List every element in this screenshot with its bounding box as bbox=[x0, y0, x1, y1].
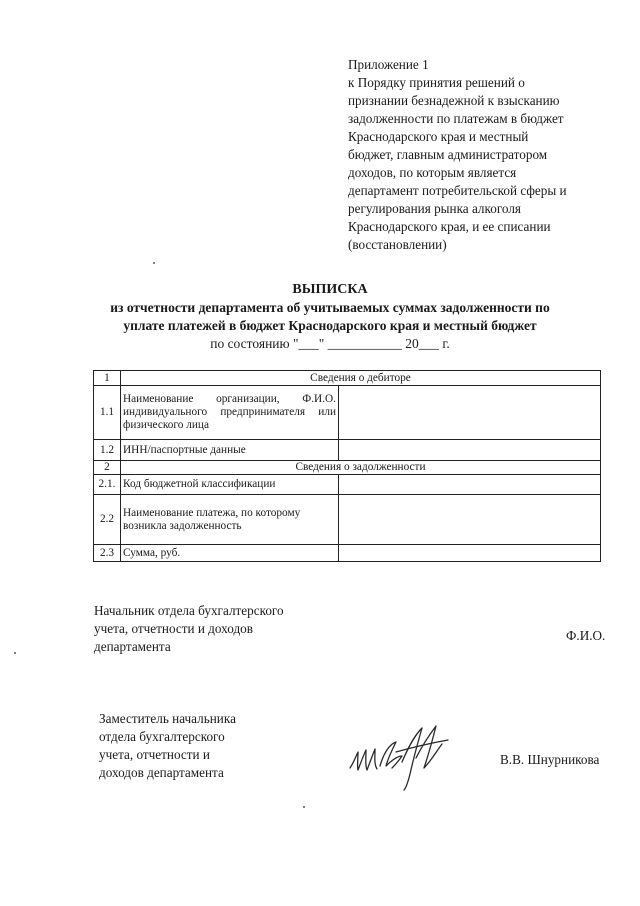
row-value-cell bbox=[339, 495, 601, 545]
signatory-2-title bbox=[99, 710, 236, 782]
row-number: 2.3 bbox=[94, 545, 121, 562]
appendix-line: департамент потребительской сферы и bbox=[348, 183, 567, 198]
row-number: 1 bbox=[94, 371, 121, 386]
row-number: 2 bbox=[94, 461, 121, 475]
scan-speck bbox=[303, 806, 305, 808]
document-subtitle-line: из отчетности департамента об учитываемых суммах задолженности по bbox=[110, 300, 550, 315]
row-number: 2.1. bbox=[94, 475, 121, 495]
row-label: Сумма, руб. bbox=[121, 545, 339, 562]
statement-table bbox=[93, 370, 601, 562]
appendix-line: Краснодарского края, и ее списании bbox=[348, 219, 551, 234]
signatory-2-name: В.В. Шнурникова bbox=[500, 752, 600, 767]
table-row bbox=[94, 495, 601, 545]
section-header: Сведения о дебиторе bbox=[121, 371, 601, 386]
signatory-title-line: учета, отчетности и bbox=[99, 747, 210, 762]
document-title-block bbox=[70, 281, 590, 353]
row-number: 1.2 bbox=[94, 440, 121, 461]
signatory-title-line: отдела бухгалтерского bbox=[99, 729, 225, 744]
appendix-line: Краснодарского края и местный bbox=[348, 129, 529, 144]
row-label: ИНН/паспортные данные bbox=[121, 440, 339, 461]
row-label: Код бюджетной классификации bbox=[121, 475, 339, 495]
signatory-title-line: учета, отчетности и доходов bbox=[94, 621, 253, 636]
table-row bbox=[94, 545, 601, 562]
table-row bbox=[94, 475, 601, 495]
table-row bbox=[94, 386, 601, 440]
signatory-1-name: Ф.И.О. bbox=[566, 628, 606, 643]
appendix-block bbox=[348, 56, 618, 254]
appendix-line: Приложение 1 bbox=[348, 57, 429, 72]
row-label: Наименование организации, Ф.И.О. индивидуального предпринимателя или физического лица bbox=[121, 386, 339, 440]
signatory-title-line: доходов департамента bbox=[99, 765, 224, 780]
document-subtitle-line: уплате платежей в бюджет Краснодарского края и местный бюджет bbox=[123, 318, 537, 333]
table-row bbox=[94, 440, 601, 461]
signatory-1-title bbox=[94, 602, 284, 656]
appendix-line: бюджет, главным администратором bbox=[348, 147, 548, 162]
appendix-line: к Порядку принятия решений о bbox=[348, 75, 525, 90]
scan-speck bbox=[153, 262, 155, 264]
appendix-line: доходов, по которым является bbox=[348, 165, 517, 180]
row-value-cell bbox=[339, 545, 601, 562]
appendix-line: признании безнадежной к взысканию bbox=[348, 93, 560, 108]
scan-speck bbox=[14, 652, 16, 654]
row-value-cell bbox=[339, 440, 601, 461]
signatory-title-line: Заместитель начальника bbox=[99, 711, 236, 726]
appendix-line: задолженности по платежам в бюджет bbox=[348, 111, 564, 126]
document-title: ВЫПИСКА bbox=[292, 282, 368, 297]
row-label: Наименование платежа, по которому возникла задолженность bbox=[121, 495, 339, 545]
row-value-cell bbox=[339, 386, 601, 440]
table-row bbox=[94, 461, 601, 475]
row-value-cell bbox=[339, 475, 601, 495]
handwritten-signature bbox=[344, 722, 464, 792]
table-row bbox=[94, 371, 601, 386]
document-date-line: по состоянию "___" ___________ 20___ г. bbox=[210, 336, 450, 351]
signatory-title-line: Начальник отдела бухгалтерского bbox=[94, 603, 284, 618]
row-number: 2.2 bbox=[94, 495, 121, 545]
signatory-title-line: департамента bbox=[94, 639, 171, 654]
section-header: Сведения о задолженности bbox=[121, 461, 601, 475]
appendix-line: (восстановлении) bbox=[348, 237, 447, 252]
row-number: 1.1 bbox=[94, 386, 121, 440]
appendix-line: регулирования рынка алкоголя bbox=[348, 201, 521, 216]
